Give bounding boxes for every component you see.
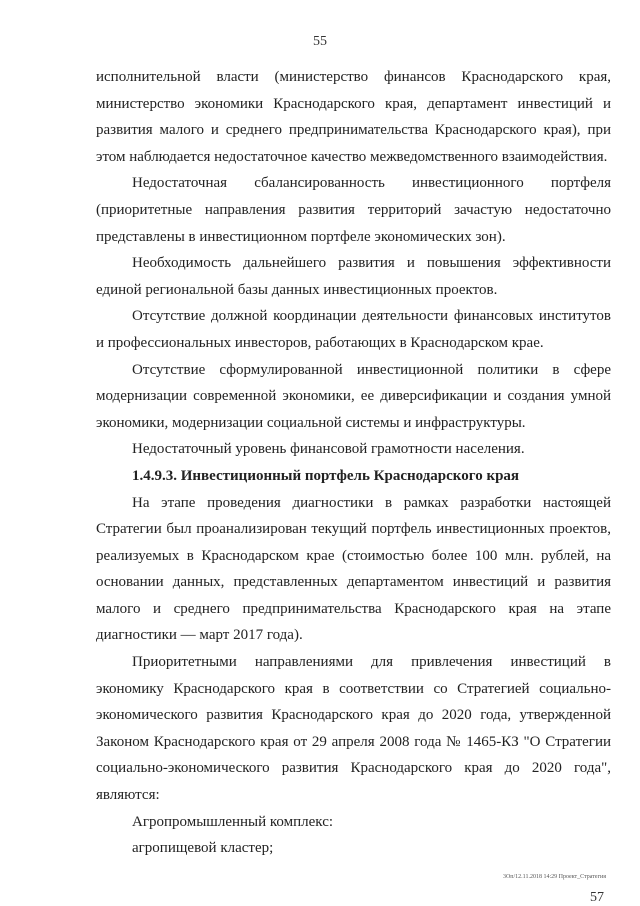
section-heading: 1.4.9.3. Инвестиционный портфель Краснодарского края	[132, 467, 520, 484]
list-item: Агропромышленный комплекс:	[132, 813, 334, 830]
document-body	[96, 64, 611, 862]
paragraph: Недостаточный уровень финансовой грамотности населения.	[132, 441, 525, 458]
paragraph-continued: исполнительной власти (министерство финансов Краснодарского края, министерство экономики Краснодарского края, департамент инвестиций и развития малого и среднего предпринимательства Краснодарского края), при этом наблюдается недостаточное качество межведомственного взаимодействия.	[96, 69, 611, 165]
footer-note: 3Оп/12.11.2018 14:29 Проект_Стратегия	[502, 874, 606, 880]
list-item: агропищевой кластер;	[132, 840, 274, 857]
footer-page-number: 57	[590, 890, 604, 905]
paragraph: Приоритетными направлениями для привлечения инвестиций в экономику Краснодарского края в соответствии со Стратегией социально-экономического развития Краснодарского края до 2020 года, утвержденной Законом Краснодарского края от 29 апреля 2008 года № 1465-КЗ "О Стратегии социально-экономического развития Краснодарского края до 2020 года", являются:	[96, 654, 611, 804]
paragraph: Отсутствие должной координации деятельности финансовых институтов и профессиональных инвесторов, работающих в Краснодарском крае.	[96, 308, 611, 351]
page-number: 55	[313, 34, 327, 49]
paragraph: Отсутствие сформулированной инвестиционной политики в сфере модернизации современной экономики, ее диверсификации и создания умной экономики, модернизации социальной системы и инфраструктуры.	[96, 361, 611, 431]
paragraph: Необходимость дальнейшего развития и повышения эффективности единой региональной базы данных инвестиционных проектов.	[96, 255, 611, 298]
paragraph: На этапе проведения диагностики в рамках разработки настоящей Стратегии был проанализирован текущий портфель инвестиционных проектов, реализуемых в Краснодарском крае (стоимостью более 100 млн. рублей, на основании данных, представленных департаментом инвестиций и развития малого и среднего предпринимательства Краснодарского края на этапе диагностики — март 2017 года).	[96, 494, 611, 644]
paragraph: Недостаточная сбалансированность инвестиционного портфеля (приоритетные направления развития территорий зачастую недостаточно представлены в инвестиционном портфеле экономических зон).	[96, 175, 611, 245]
